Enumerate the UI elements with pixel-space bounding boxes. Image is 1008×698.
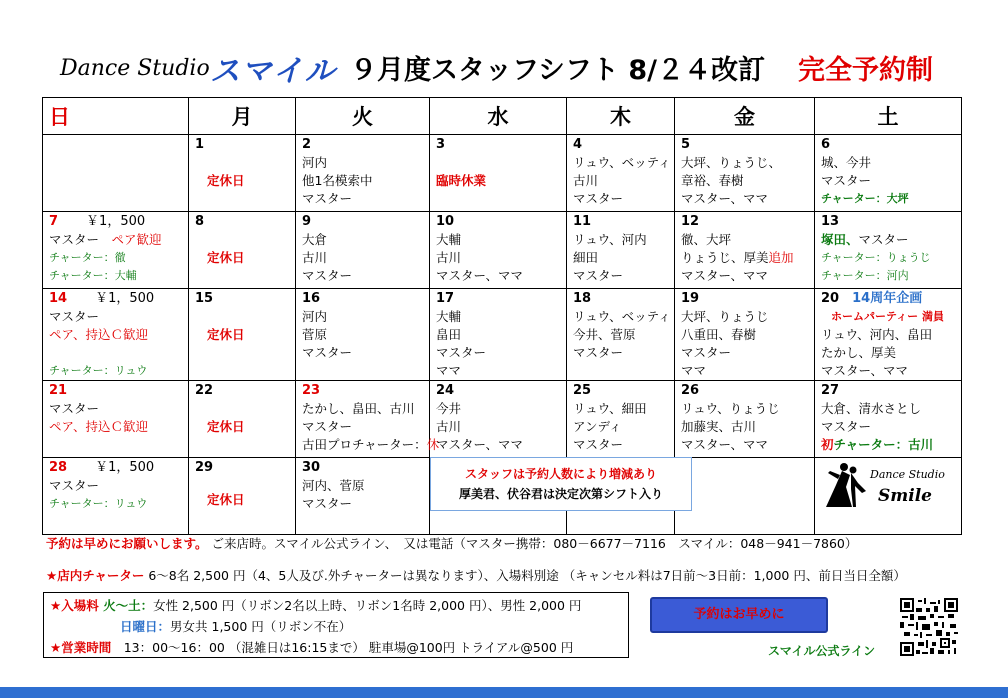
staff-line: リュウ、りょうじ	[681, 401, 780, 416]
week-row	[43, 212, 962, 289]
staff-line: 大坪、りょうじ	[681, 309, 769, 324]
day-cell-empty	[675, 458, 815, 535]
day-number: 5	[681, 137, 691, 152]
added-label: 追加	[768, 250, 794, 265]
weekday-wed: 水	[430, 98, 567, 135]
staff-line: マスター	[302, 345, 353, 360]
logo-text-studio: Dance Studio	[870, 468, 945, 481]
staff-line: マスター、ママ	[681, 268, 769, 283]
staff-line: リュウ、細田	[573, 401, 647, 416]
party-label: ホームパーティー 満員	[831, 310, 944, 323]
charter-line: チャーター：リュウ	[49, 364, 148, 377]
staff-line: 大坪、りょうじ、	[681, 155, 782, 170]
charter-line: チャーター：大輔	[49, 269, 137, 282]
staff-line: 菅原	[302, 327, 328, 342]
reserve-early-button[interactable]	[650, 597, 828, 633]
day-cell	[430, 135, 567, 212]
day-cell	[567, 289, 675, 381]
staff-line: 章裕、春樹	[681, 173, 744, 188]
day-cell	[189, 381, 296, 458]
day-number: 13	[821, 214, 840, 229]
day-number: 26	[681, 383, 700, 398]
staff-line: 加藤実、古川	[681, 419, 757, 434]
bottom-accent-bar	[0, 687, 1008, 698]
title-highlight: 完全予約制	[798, 55, 933, 86]
day-number: 6	[821, 137, 831, 152]
logo-text-smile: Smile	[878, 486, 932, 506]
official-line-label[interactable]: スマイル公式ライン	[768, 644, 876, 658]
off-label: 休	[426, 437, 440, 452]
hours-heading: ★営業時間	[50, 640, 112, 655]
day-cell	[815, 212, 962, 289]
title-brand: スマイル	[210, 54, 337, 89]
staff-line: 今井	[436, 401, 462, 416]
day-number: 10	[436, 214, 455, 229]
holiday-label: 定休日	[207, 250, 245, 265]
staff-line: マスター、ママ	[681, 437, 769, 452]
day-number: 20	[821, 291, 840, 306]
staff-line: 大倉	[302, 232, 328, 247]
day-cell	[430, 289, 567, 381]
staff-line: 古川	[302, 250, 328, 265]
holiday-label: 定休日	[207, 173, 245, 188]
day-number: 2	[302, 137, 312, 152]
price-label: ￥1，500	[95, 291, 155, 306]
staff-line: マスター、ママ	[436, 268, 524, 283]
staff-line: 細田	[573, 250, 599, 265]
day-number: 18	[573, 291, 592, 306]
fee-days: 火～土：	[103, 598, 154, 613]
staff-line: マスター	[49, 309, 100, 324]
staff-line: マスター	[302, 496, 353, 511]
day-cell	[43, 212, 189, 289]
day-cell	[430, 381, 567, 458]
staff-line: 大倉、清水さとし	[821, 401, 922, 416]
staff-line: マスター	[573, 345, 624, 360]
day-number: 23	[302, 383, 321, 398]
day-number: 12	[681, 214, 700, 229]
first-label: 初	[821, 437, 834, 452]
charter-line: 古田プロチャーター：	[302, 437, 427, 452]
day-number: 29	[195, 460, 214, 475]
staff-line: ママ	[436, 363, 462, 378]
staff-line: マスター	[302, 268, 353, 283]
day-cell	[189, 135, 296, 212]
day-cell	[43, 458, 189, 535]
charter-line: チャーター：徹	[49, 251, 126, 264]
staff-line: 塚田、	[821, 232, 859, 247]
day-cell	[567, 212, 675, 289]
day-number: 11	[573, 214, 592, 229]
title-main: ９月度スタッフシフト 8/２４改訂	[350, 55, 765, 86]
holiday-label: 臨時休業	[436, 173, 487, 188]
day-number: 3	[436, 137, 446, 152]
staff-line: 八重田、春樹	[681, 327, 757, 342]
day-cell	[189, 289, 296, 381]
holiday-label: 定休日	[207, 327, 245, 342]
staff-line: マスター	[302, 191, 353, 206]
charter-line: チャーター：リュウ	[49, 497, 148, 510]
staff-line: 大輔	[436, 232, 462, 247]
staff-line: 大輔	[436, 309, 462, 324]
day-cell	[675, 289, 815, 381]
staff-line: アンディ	[573, 419, 622, 434]
day-cell	[567, 381, 675, 458]
staff-line: マスター	[821, 173, 872, 188]
holiday-label: 定休日	[207, 419, 245, 434]
weekday-sat: 土	[815, 98, 962, 135]
staff-line: リュウ、河内	[573, 232, 647, 247]
day-number: 9	[302, 214, 312, 229]
week-row	[43, 381, 962, 458]
week-row	[43, 289, 962, 381]
staff-line: マスター	[573, 268, 624, 283]
day-cell	[296, 212, 430, 289]
day-number: 14	[49, 291, 68, 306]
title-studio: Dance Studio	[60, 56, 210, 81]
staff-line: マスター	[573, 437, 624, 452]
anniversary-label: 14周年企画	[852, 291, 923, 306]
staff-note	[430, 457, 692, 511]
staff-line: 他1名模索中	[302, 173, 373, 188]
staff-line: ママ	[681, 363, 707, 378]
staff-line: マスター	[49, 478, 100, 493]
weekday-mon: 月	[189, 98, 296, 135]
day-cell	[189, 458, 296, 535]
weekday-fri: 金	[675, 98, 815, 135]
day-number: 19	[681, 291, 700, 306]
staff-line: マスター	[49, 232, 100, 247]
staff-line: リュウ、ベッティ	[573, 155, 671, 170]
day-number: 1	[195, 137, 205, 152]
day-cell	[296, 135, 430, 212]
weekday-sun: 日	[43, 98, 189, 135]
day-number: 16	[302, 291, 321, 306]
hours-text: 13：00～16：00 （混雑日は16:15まで） 駐車場@100円 トライアル@500 円	[123, 640, 574, 655]
charter-line: チャーター：大坪	[821, 192, 909, 205]
fee-heading: ★入場料	[50, 598, 104, 613]
weekday-tue: 火	[296, 98, 430, 135]
staff-line: 古川	[573, 173, 599, 188]
day-number: 30	[302, 460, 321, 475]
weekday-thu: 木	[567, 98, 675, 135]
day-number: 24	[436, 383, 455, 398]
charter-line: チャーター：りょうじ	[821, 251, 931, 264]
week-row	[43, 135, 962, 212]
staff-line: マスター	[302, 419, 353, 434]
staff-line: 古川	[436, 419, 462, 434]
day-cell	[296, 458, 430, 535]
day-cell	[567, 135, 675, 212]
day-number: 28	[49, 460, 68, 475]
charter-text: 6～8名 2,500 円（4、5人及び.外チャーターは異なります）、入場料別途 （キャンセル料は7日前～3日前：1,000 円、前日当日全額）	[148, 568, 906, 583]
day-cell	[43, 289, 189, 381]
reservation-info	[46, 534, 857, 552]
staff-line: 城、今井	[821, 155, 872, 170]
day-number: 17	[436, 291, 455, 306]
staff-line: 河内	[302, 155, 328, 170]
day-cell	[430, 212, 567, 289]
day-cell	[675, 212, 815, 289]
studio-logo	[818, 460, 958, 512]
staff-line: マスター	[821, 419, 872, 434]
day-cell	[815, 135, 962, 212]
welcome-label: ペア、持込Ｃ歓迎	[49, 327, 149, 342]
staff-line: リュウ、河内、畠田	[821, 327, 933, 342]
staff-line: たかし、畠田、古川	[302, 401, 415, 416]
staff-line: 古川	[436, 250, 462, 265]
welcome-label: ペア、持込Ｃ歓迎	[49, 419, 149, 434]
welcome-label: ペア歓迎	[111, 232, 162, 247]
day-number: 25	[573, 383, 592, 398]
staff-line: 今井、菅原	[573, 327, 636, 342]
staff-line: マスター	[573, 191, 624, 206]
fee-sunday: 日曜日：	[120, 619, 171, 634]
day-cell	[296, 381, 440, 458]
day-cell	[296, 289, 430, 381]
staff-line: マスター	[681, 345, 732, 360]
charter-info	[46, 566, 906, 584]
charter-line: チャーター：古川	[833, 437, 934, 452]
day-cell	[43, 381, 189, 458]
day-number: 4	[573, 137, 583, 152]
contact-text: ご来店時。スマイル公式ライン、 又は電話（マスター携帯：080－6677－7116 スマイル：048－941－7860）	[211, 536, 858, 551]
staff-line: 徹、大坪	[681, 232, 732, 247]
staff-note-line: 厚美君、伏谷君は決定次第シフト入り	[458, 487, 663, 501]
weekday-header-row	[43, 98, 962, 135]
staff-line: マスター	[858, 232, 909, 247]
day-cell	[815, 289, 962, 381]
qr-code-icon[interactable]	[900, 598, 958, 656]
charter-heading: ★店内チャーター	[46, 568, 145, 583]
holiday-label: 定休日	[207, 492, 245, 507]
fee-text: 女性 2,500 円（リボン2名以上時、リボン1名時 2,000 円）、男性 2,000 円	[153, 598, 582, 613]
staff-note-line: スタッフは予約人数により増減あり	[464, 467, 657, 481]
day-cell-empty	[43, 135, 189, 212]
day-cell	[815, 381, 962, 458]
day-number: 21	[49, 383, 68, 398]
fee-text: 男女共 1,500 円（リボン不在）	[170, 619, 352, 634]
charter-line: チャーター：河内	[821, 269, 909, 282]
staff-line: りょうじ、厚美	[681, 250, 769, 265]
day-cell	[675, 135, 815, 212]
staff-line: マスター	[436, 345, 487, 360]
dancer-silhouette-icon	[822, 461, 874, 511]
staff-line: たかし、厚美	[821, 345, 897, 360]
price-label: ￥1，500	[86, 214, 146, 229]
staff-line: マスター	[49, 401, 100, 416]
staff-line: マスター、ママ	[821, 363, 909, 378]
staff-line: リュウ、ベッティ	[573, 309, 671, 324]
day-number: 7	[49, 214, 59, 229]
staff-line: マスター、ママ	[436, 437, 524, 452]
reserve-early-label: 予約はお早めに	[693, 607, 785, 622]
staff-line: 河内	[302, 309, 328, 324]
day-number: 27	[821, 383, 840, 398]
reservation-note: 予約は早めにお願いします。	[46, 536, 208, 551]
price-label: ￥1，500	[95, 460, 155, 475]
day-number: 22	[195, 383, 214, 398]
day-cell	[675, 381, 815, 458]
fees-box	[43, 592, 629, 658]
staff-line: 畠田	[436, 327, 462, 342]
staff-line: 河内、菅原	[302, 478, 365, 493]
day-cell	[189, 212, 296, 289]
page-title	[60, 44, 960, 90]
staff-line: マスター、ママ	[681, 191, 769, 206]
day-number: 8	[195, 214, 205, 229]
day-number: 15	[195, 291, 214, 306]
